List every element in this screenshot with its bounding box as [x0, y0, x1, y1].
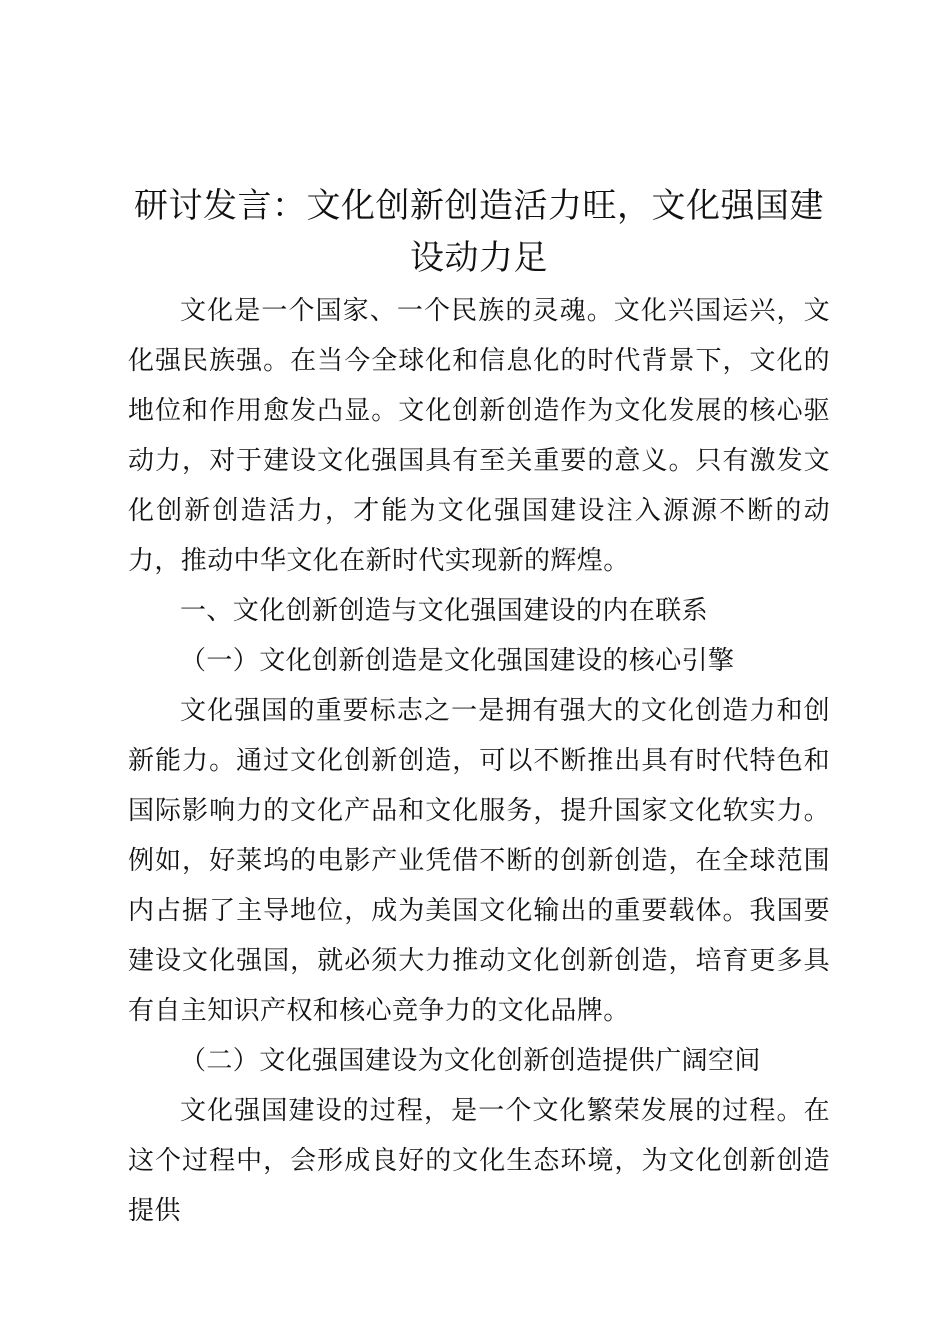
body-paragraph-1: 文化强国的重要标志之一是拥有强大的文化创造力和创新能力。通过文化创新创造，可以不断推出具有时代特色和国际影响力的文化产品和文化服务，提升国家文化软实力。例如，好莱坞的电影产业凭借不断的创新创造，在全球范围内占据了主导地位，成为美国文化输出的重要载体。我国要建设文化强国，就必须大力推动文化创新创造，培育更多具有自主知识产权和核心竞争力的文化品牌。	[128, 696, 830, 1026]
body-paragraph-2: 文化强国建设的过程，是一个文化繁荣发展的过程。在这个过程中，会形成良好的文化生态环境，为文化创新创造提供	[128, 1096, 830, 1226]
document-title: 研讨发言：文化创新创造活力旺，文化强国建设动力足	[134, 186, 824, 278]
subsection-heading-2: （二）文化强国建设为文化创新创造提供广阔空间	[180, 1046, 761, 1076]
document-body	[128, 180, 830, 1236]
section-heading-1: 一、文化创新创造与文化强国建设的内在联系	[180, 596, 709, 626]
title-block	[128, 180, 830, 284]
subsection-heading-1: （一）文化创新创造是文化强国建设的核心引擎	[180, 646, 735, 676]
intro-paragraph: 文化是一个国家、一个民族的灵魂。文化兴国运兴，文化强民族强。在当今全球化和信息化的时代背景下，文化的地位和作用愈发凸显。文化创新创造作为文化发展的核心驱动力，对于建设文化强国具有至关重要的意义。只有激发文化创新创造活力，才能为文化强国建设注入源源不断的动力，推动中华文化在新时代实现新的辉煌。	[128, 296, 830, 576]
